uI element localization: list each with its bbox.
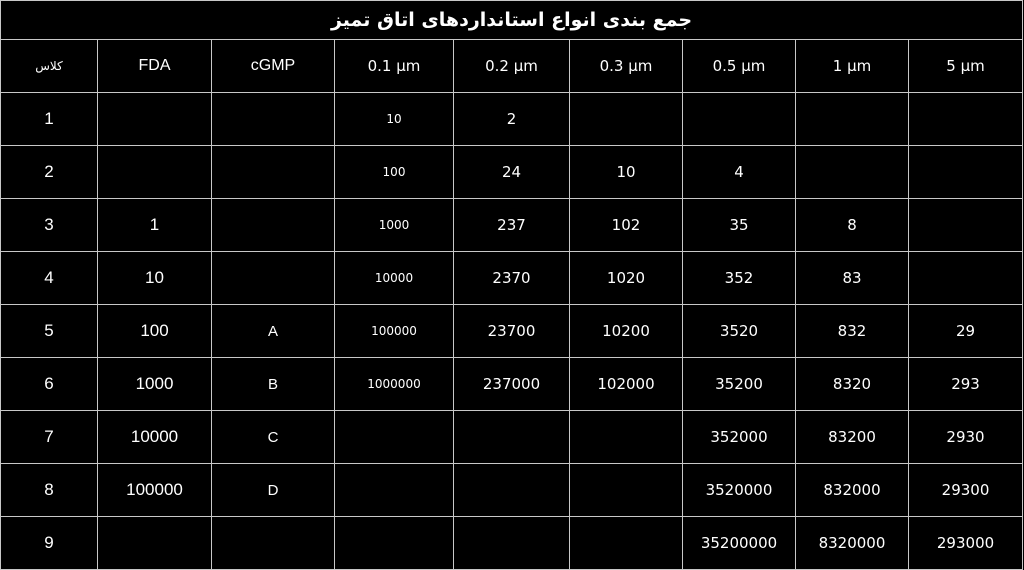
- cell-1um: [796, 93, 909, 146]
- cell-fda: 10: [98, 252, 212, 305]
- cell-cgmp: A: [212, 305, 335, 358]
- cell-fda: 10000: [98, 411, 212, 464]
- header-0-3um: 0.3 µm: [570, 40, 683, 93]
- header-0-5um: 0.5 µm: [683, 40, 796, 93]
- cell-0-5um: 3520000: [683, 464, 796, 517]
- header-1um: 1 µm: [796, 40, 909, 93]
- table-row: [1, 252, 1023, 305]
- cell-0-3um: 10: [570, 146, 683, 199]
- cell-0-1um: [335, 411, 454, 464]
- cell-5um: 2930: [909, 411, 1023, 464]
- cell-0-2um: 237000: [454, 358, 570, 411]
- cell-1um: 832000: [796, 464, 909, 517]
- cell-1um: 8320: [796, 358, 909, 411]
- cell-0-3um: 10200: [570, 305, 683, 358]
- cell-0-5um: 4: [683, 146, 796, 199]
- cell-0-3um: [570, 93, 683, 146]
- header-class: کلاس: [1, 40, 98, 93]
- table-row: [1, 93, 1023, 146]
- cell-0-1um: 10: [335, 93, 454, 146]
- table-row: [1, 146, 1023, 199]
- cell-fda: 100: [98, 305, 212, 358]
- header-fda: FDA: [98, 40, 212, 93]
- header-row: [1, 40, 1023, 93]
- cell-class: 5: [1, 305, 98, 358]
- cell-0-1um: 1000: [335, 199, 454, 252]
- cell-0-3um: [570, 464, 683, 517]
- cell-0-3um: 102: [570, 199, 683, 252]
- cell-fda: 100000: [98, 464, 212, 517]
- cell-cgmp: [212, 252, 335, 305]
- cell-cgmp: [212, 93, 335, 146]
- cell-cgmp: [212, 146, 335, 199]
- cell-0-5um: 35200000: [683, 517, 796, 570]
- cell-0-5um: 35200: [683, 358, 796, 411]
- cell-0-3um: 102000: [570, 358, 683, 411]
- header-cgmp: cGMP: [212, 40, 335, 93]
- cell-0-1um: 10000: [335, 252, 454, 305]
- cell-cgmp: B: [212, 358, 335, 411]
- cell-0-5um: 352000: [683, 411, 796, 464]
- cell-0-2um: 24: [454, 146, 570, 199]
- cell-fda: [98, 146, 212, 199]
- header-5um: 5 µm: [909, 40, 1023, 93]
- cell-0-2um: [454, 517, 570, 570]
- cell-0-2um: 23700: [454, 305, 570, 358]
- cell-class: 8: [1, 464, 98, 517]
- cell-5um: [909, 93, 1023, 146]
- table-row: [1, 305, 1023, 358]
- cell-1um: [796, 146, 909, 199]
- cell-0-1um: 100: [335, 146, 454, 199]
- cell-class: 1: [1, 93, 98, 146]
- cell-0-3um: 1020: [570, 252, 683, 305]
- cell-1um: 83: [796, 252, 909, 305]
- cell-fda: 1: [98, 199, 212, 252]
- cell-5um: 29: [909, 305, 1023, 358]
- cell-0-2um: 2370: [454, 252, 570, 305]
- cell-0-1um: [335, 464, 454, 517]
- cell-class: 2: [1, 146, 98, 199]
- table-title: جمع بندی انواع استانداردهای اتاق تمیز: [1, 1, 1023, 40]
- cell-5um: 29300: [909, 464, 1023, 517]
- cell-0-3um: [570, 517, 683, 570]
- cell-5um: [909, 199, 1023, 252]
- cell-0-2um: [454, 411, 570, 464]
- cell-1um: 83200: [796, 411, 909, 464]
- cell-class: 4: [1, 252, 98, 305]
- cell-cgmp: [212, 517, 335, 570]
- cell-0-1um: 1000000: [335, 358, 454, 411]
- cell-0-2um: 2: [454, 93, 570, 146]
- cell-class: 7: [1, 411, 98, 464]
- cell-5um: [909, 146, 1023, 199]
- cell-0-2um: [454, 464, 570, 517]
- cell-1um: 8: [796, 199, 909, 252]
- cell-class: 9: [1, 517, 98, 570]
- table-row: [1, 464, 1023, 517]
- cell-class: 3: [1, 199, 98, 252]
- cell-fda: [98, 517, 212, 570]
- cell-cgmp: C: [212, 411, 335, 464]
- cell-1um: 8320000: [796, 517, 909, 570]
- cell-cgmp: D: [212, 464, 335, 517]
- table-row: [1, 358, 1023, 411]
- cell-0-5um: [683, 93, 796, 146]
- cell-0-5um: 3520: [683, 305, 796, 358]
- table-row: [1, 517, 1023, 570]
- cell-0-1um: 100000: [335, 305, 454, 358]
- cell-fda: [98, 93, 212, 146]
- cell-1um: 832: [796, 305, 909, 358]
- cell-5um: [909, 252, 1023, 305]
- cell-5um: 293: [909, 358, 1023, 411]
- cell-cgmp: [212, 199, 335, 252]
- cell-0-5um: 35: [683, 199, 796, 252]
- cell-class: 6: [1, 358, 98, 411]
- cell-fda: 1000: [98, 358, 212, 411]
- table-row: [1, 199, 1023, 252]
- cell-0-5um: 352: [683, 252, 796, 305]
- header-0-2um: 0.2 µm: [454, 40, 570, 93]
- cell-0-3um: [570, 411, 683, 464]
- cell-0-1um: [335, 517, 454, 570]
- table-row: [1, 411, 1023, 464]
- cell-0-2um: 237: [454, 199, 570, 252]
- header-0-1um: 0.1 µm: [335, 40, 454, 93]
- cell-5um: 293000: [909, 517, 1023, 570]
- title-row: [1, 1, 1023, 40]
